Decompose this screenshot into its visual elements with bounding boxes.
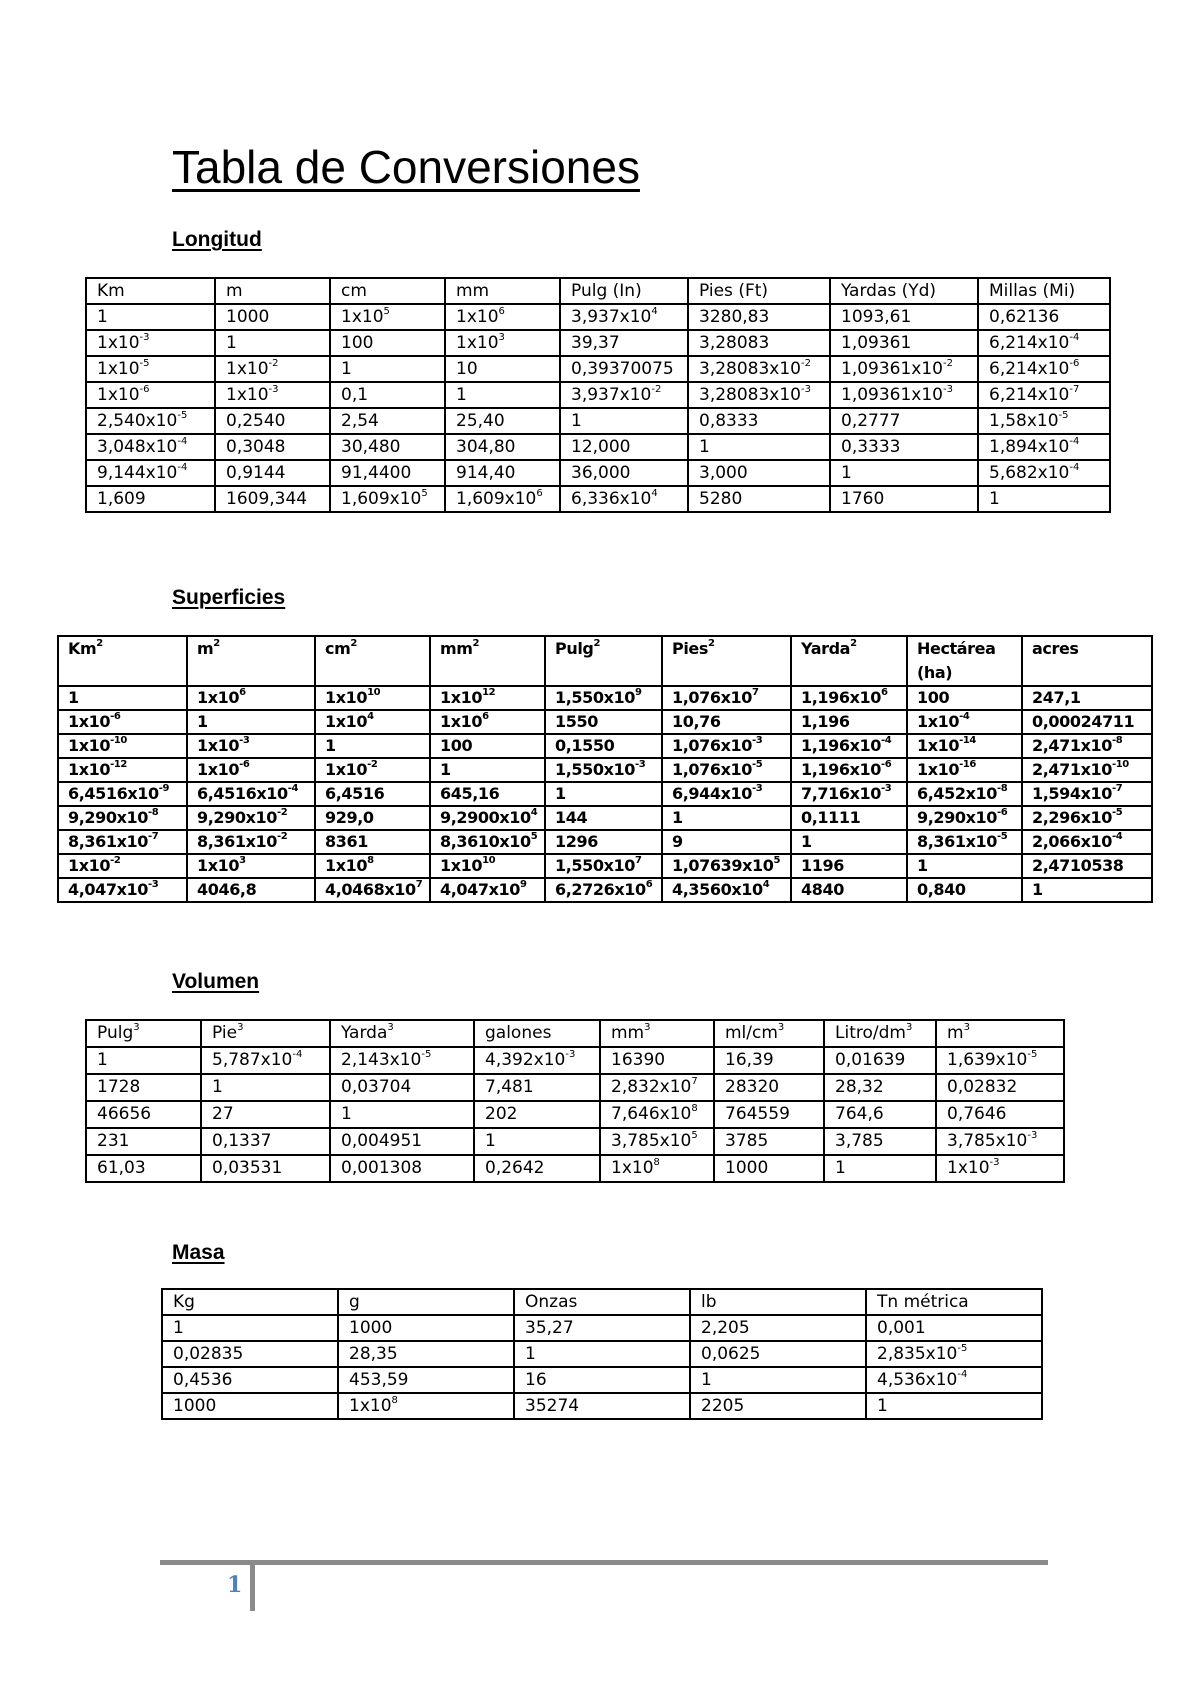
- table-cell: 1: [187, 710, 315, 734]
- column-header: $m^2$: [187, 636, 315, 686]
- column-header: $m^3$: [936, 1020, 1064, 1047]
- footer-divider: [250, 1563, 255, 1611]
- table-cell: 25,40: [445, 408, 560, 434]
- table-cell: $5,787x10^{-4}$: [201, 1047, 330, 1074]
- table-header-row: [58, 636, 1152, 686]
- table-cell: $1x10^{-2}$: [58, 854, 187, 878]
- column-header: Km$^2$: [58, 636, 187, 686]
- table-cell: 1: [201, 1074, 330, 1101]
- table-cell: 1: [315, 734, 430, 758]
- table-cell: $6,4516x10^{-9}$: [58, 782, 187, 806]
- table-cell: 1: [86, 1047, 201, 1074]
- table-row: [86, 434, 1110, 460]
- table-cell: $1x10^8$: [338, 1393, 514, 1419]
- table-cell: 645,16: [430, 782, 545, 806]
- table-cell: $2,296x10^{-5}$: [1022, 806, 1152, 830]
- column-header: cm: [330, 278, 445, 304]
- footer-rule: [160, 1560, 1048, 1565]
- table-cell: 28,32: [824, 1074, 936, 1101]
- column-header: $mm^3$: [600, 1020, 714, 1047]
- column-header: Pie$^3$: [201, 1020, 330, 1047]
- table-cell: $1x10^8$: [315, 854, 430, 878]
- column-header: m: [215, 278, 330, 304]
- table-cell: $8,361x10^{-7}$: [58, 830, 187, 854]
- column-header: acres: [1022, 636, 1152, 686]
- table-cell: $4,392x10^{-3}$: [474, 1047, 600, 1074]
- table-cell: $1,594x10^{-7}$: [1022, 782, 1152, 806]
- table-cell: $8,3610x10^5$: [430, 830, 545, 854]
- table-cell: $1x10^{-6}$: [187, 758, 315, 782]
- table-row: [86, 1074, 1064, 1101]
- table-row: [86, 1128, 1064, 1155]
- table-cell: 0,02832: [936, 1074, 1064, 1101]
- table-cell: 2,4710538: [1022, 854, 1152, 878]
- table-cell: $1,196x10^{-6}$: [791, 758, 907, 782]
- table-cell: 12,000: [560, 434, 688, 460]
- table-row: [58, 830, 1152, 854]
- table-cell: 1609,344: [215, 486, 330, 512]
- table-cell: $6,214x10^{-7}$: [978, 382, 1110, 408]
- table-cell: $1,58x10^{-5}$: [978, 408, 1110, 434]
- table-cell: 1,196: [791, 710, 907, 734]
- table-cell: 1: [445, 382, 560, 408]
- table-cell: $9,2900x10^4$: [430, 806, 545, 830]
- table-cell: $1x10^{-3}$: [187, 734, 315, 758]
- table-cell: 202: [474, 1101, 600, 1128]
- table-row: [86, 356, 1110, 382]
- table-cell: 764559: [714, 1101, 824, 1128]
- table-cell: 100: [907, 686, 1022, 710]
- table-cell: 1: [162, 1315, 338, 1341]
- table-cell: 0,1: [330, 382, 445, 408]
- column-header: Yardas (Yd): [830, 278, 978, 304]
- table-cell: $9,290x10^{-8}$: [58, 806, 187, 830]
- table-cell: $1x10^{-10}$: [58, 734, 187, 758]
- table-cell: 0,004951: [330, 1128, 474, 1155]
- column-header: mm: [445, 278, 560, 304]
- table-cell: 0,03531: [201, 1155, 330, 1182]
- table-cell: $1x10^{10}$: [430, 854, 545, 878]
- table-cell: 0,4536: [162, 1367, 338, 1393]
- table-cell: $1,076x10^7$: [662, 686, 791, 710]
- column-header: Pulg$^3$: [86, 1020, 201, 1047]
- table-cell: $9,290x10^{-2}$: [187, 806, 315, 830]
- table-cell: $1,550x10^9$: [545, 686, 662, 710]
- table-cell: 1000: [215, 304, 330, 330]
- table-cell: $9,290x10^{-6}$: [907, 806, 1022, 830]
- table-cell: $1x10^6$: [430, 710, 545, 734]
- column-header: galones: [474, 1020, 600, 1047]
- column-header: Kg: [162, 1289, 338, 1315]
- table-cell: 0,3333: [830, 434, 978, 460]
- table-header-row: [86, 1020, 1064, 1047]
- column-header: Tn métrica: [866, 1289, 1042, 1315]
- table-row: [86, 486, 1110, 512]
- table-cell: $4,047x10^{-3}$: [58, 878, 187, 902]
- column-header: g: [338, 1289, 514, 1315]
- table-cell: $1x10^{-3}$: [215, 382, 330, 408]
- table-cell: 7,481: [474, 1074, 600, 1101]
- table-cell: 2205: [690, 1393, 866, 1419]
- table-cell: 16: [514, 1367, 690, 1393]
- table-header-row: [162, 1289, 1042, 1315]
- table-cell: 4840: [791, 878, 907, 902]
- table-cell: $1x10^3$: [187, 854, 315, 878]
- table-cell: $1x10^{-14}$: [907, 734, 1022, 758]
- table-cell: 1093,61: [830, 304, 978, 330]
- table-cell: 2,54: [330, 408, 445, 434]
- table-cell: $2,066x10^{-4}$: [1022, 830, 1152, 854]
- table-cell: $3,048x10^{-4}$: [86, 434, 215, 460]
- table-cell: 0,2642: [474, 1155, 600, 1182]
- table-cell: $8,361x10^{-2}$: [187, 830, 315, 854]
- table-cell: $2,540x10^{-5}$: [86, 408, 215, 434]
- table-cell: $9,144x10^{-4}$: [86, 460, 215, 486]
- table-cell: 5280: [688, 486, 830, 512]
- table-cell: $2,471x10^{-8}$: [1022, 734, 1152, 758]
- table-cell: 0,3048: [215, 434, 330, 460]
- table-superficies: [57, 635, 1153, 903]
- table-cell: 1728: [86, 1074, 201, 1101]
- table-cell: $7,646x10^8$: [600, 1101, 714, 1128]
- table-cell: $1,609x10^5$: [330, 486, 445, 512]
- table-cell: $5,682x10^{-4}$: [978, 460, 1110, 486]
- table-cell: 0,9144: [215, 460, 330, 486]
- table-cell: 1: [474, 1128, 600, 1155]
- table-cell: 1000: [338, 1315, 514, 1341]
- table-cell: $1x10^{-4}$: [907, 710, 1022, 734]
- table-cell: $2,835x10^{-5}$: [866, 1341, 1042, 1367]
- table-row: [58, 734, 1152, 758]
- table-header-row: [86, 278, 1110, 304]
- table-cell: 764,6: [824, 1101, 936, 1128]
- table-row: [58, 758, 1152, 782]
- column-header: Pies$^2$: [662, 636, 791, 686]
- table-cell: 16,39: [714, 1047, 824, 1074]
- table-cell: 1: [430, 758, 545, 782]
- table-cell: $3,937x10^4$: [560, 304, 688, 330]
- table-longitud: [85, 277, 1111, 513]
- table-cell: 1: [58, 686, 187, 710]
- table-volumen: [85, 1019, 1065, 1183]
- table-cell: 0,0625: [690, 1341, 866, 1367]
- table-cell: $1x10^{12}$: [430, 686, 545, 710]
- table-cell: 1296: [545, 830, 662, 854]
- table-masa: [161, 1288, 1043, 1420]
- table-cell: 1: [86, 304, 215, 330]
- table-cell: $1x10^{-3}$: [936, 1155, 1064, 1182]
- table-cell: 453,59: [338, 1367, 514, 1393]
- table-cell: 27: [201, 1101, 330, 1128]
- column-header: Millas (Mi): [978, 278, 1110, 304]
- table-cell: $3,785x10^5$: [600, 1128, 714, 1155]
- column-header: Yarda$^2$: [791, 636, 907, 686]
- table-cell: $1x10^{-12}$: [58, 758, 187, 782]
- table-cell: $1,09361x10^{-3}$: [830, 382, 978, 408]
- table-cell: 0,840: [907, 878, 1022, 902]
- table-cell: 247,1: [1022, 686, 1152, 710]
- table-row: [162, 1393, 1042, 1419]
- column-header: Onzas: [514, 1289, 690, 1315]
- table-cell: 100: [330, 330, 445, 356]
- table-cell: 1550: [545, 710, 662, 734]
- table-cell: 0,62136: [978, 304, 1110, 330]
- table-cell: 2,205: [690, 1315, 866, 1341]
- table-cell: $2,832x10^7$: [600, 1074, 714, 1101]
- table-cell: 0,01639: [824, 1047, 936, 1074]
- column-header: Km: [86, 278, 215, 304]
- table-row: [86, 330, 1110, 356]
- table-row: [162, 1367, 1042, 1393]
- table-cell: 3,785: [824, 1128, 936, 1155]
- table-cell: $6,944x10^{-3}$: [662, 782, 791, 806]
- table-cell: $1x10^{-16}$: [907, 758, 1022, 782]
- table-cell: $1,550x10^7$: [545, 854, 662, 878]
- table-cell: $1x10^{-6}$: [58, 710, 187, 734]
- table-cell: 28,35: [338, 1341, 514, 1367]
- table-cell: 1: [907, 854, 1022, 878]
- column-header: Pulg (In): [560, 278, 688, 304]
- table-cell: $2,471x10^{-10}$: [1022, 758, 1152, 782]
- table-cell: $2,143x10^{-5}$: [330, 1047, 474, 1074]
- table-cell: 28320: [714, 1074, 824, 1101]
- table-cell: 0,7646: [936, 1101, 1064, 1128]
- table-cell: $1,076x10^{-3}$: [662, 734, 791, 758]
- table-cell: 4046,8: [187, 878, 315, 902]
- table-cell: $1x10^{-5}$: [86, 356, 215, 382]
- column-header: lb: [690, 1289, 866, 1315]
- table-cell: 100: [430, 734, 545, 758]
- table-cell: 1: [791, 830, 907, 854]
- table-cell: 0,02835: [162, 1341, 338, 1367]
- table-cell: 0,39370075: [560, 356, 688, 382]
- table-cell: 3785: [714, 1128, 824, 1155]
- table-cell: 10: [445, 356, 560, 382]
- table-cell: 1: [662, 806, 791, 830]
- table-row: [162, 1341, 1042, 1367]
- section-title-longitud: Longitud: [172, 228, 262, 251]
- table-row: [86, 1047, 1064, 1074]
- table-cell: $1,550x10^{-3}$: [545, 758, 662, 782]
- table-cell: $1,894x10^{-4}$: [978, 434, 1110, 460]
- table-cell: $1,639x10^{-5}$: [936, 1047, 1064, 1074]
- table-cell: $8,361x10^{-5}$: [907, 830, 1022, 854]
- table-cell: 1: [545, 782, 662, 806]
- section-title-superficies: Superficies: [172, 586, 286, 609]
- table-cell: 1: [690, 1367, 866, 1393]
- table-cell: $1,609x10^6$: [445, 486, 560, 512]
- table-cell: 0,8333: [688, 408, 830, 434]
- table-cell: $4,536x10^{-4}$: [866, 1367, 1042, 1393]
- table-row: [86, 460, 1110, 486]
- table-cell: 1: [978, 486, 1110, 512]
- table-cell: $7,716x10^{-3}$: [791, 782, 907, 806]
- table-cell: $1x10^{-3}$: [86, 330, 215, 356]
- table-row: [86, 408, 1110, 434]
- table-cell: 46656: [86, 1101, 201, 1128]
- table-cell: 1,609: [86, 486, 215, 512]
- column-header: Pulg$^2$: [545, 636, 662, 686]
- table-cell: 39,37: [560, 330, 688, 356]
- table-cell: 16390: [600, 1047, 714, 1074]
- table-cell: 8361: [315, 830, 430, 854]
- table-row: [58, 782, 1152, 806]
- table-row: [86, 1101, 1064, 1128]
- page-title: Tabla de Conversiones: [172, 141, 640, 193]
- column-header: $cm^2$: [315, 636, 430, 686]
- table-cell: $4,3560x10^4$: [662, 878, 791, 902]
- table-cell: 304,80: [445, 434, 560, 460]
- table-cell: 1000: [714, 1155, 824, 1182]
- table-cell: 914,40: [445, 460, 560, 486]
- table-cell: $4,047x10^9$: [430, 878, 545, 902]
- table-cell: 1: [866, 1393, 1042, 1419]
- table-cell: $1x10^8$: [600, 1155, 714, 1182]
- table-cell: 1: [830, 460, 978, 486]
- table-cell: $3,28083x10^{-3}$: [688, 382, 830, 408]
- table-cell: $1,09361x10^{-2}$: [830, 356, 978, 382]
- table-cell: 0,001308: [330, 1155, 474, 1182]
- table-cell: 1: [560, 408, 688, 434]
- table-cell: $1x10^5$: [330, 304, 445, 330]
- table-cell: 1000: [162, 1393, 338, 1419]
- table-cell: 0,1550: [545, 734, 662, 758]
- table-cell: 1760: [830, 486, 978, 512]
- table-row: [58, 710, 1152, 734]
- column-header: Pies (Ft): [688, 278, 830, 304]
- column-header: Hectárea (ha): [907, 636, 1022, 686]
- column-header: $mm^2$: [430, 636, 545, 686]
- table-cell: $6,214x10^{-4}$: [978, 330, 1110, 356]
- table-cell: 36,000: [560, 460, 688, 486]
- table-cell: 10,76: [662, 710, 791, 734]
- table-cell: 0,001: [866, 1315, 1042, 1341]
- column-header: $ml/cm^3$: [714, 1020, 824, 1047]
- table-cell: 0,03704: [330, 1074, 474, 1101]
- table-cell: $1,196x10^{-4}$: [791, 734, 907, 758]
- table-cell: 1: [215, 330, 330, 356]
- table-cell: 231: [86, 1128, 201, 1155]
- table-row: [86, 304, 1110, 330]
- table-cell: $6,214x10^{-6}$: [978, 356, 1110, 382]
- table-cell: 35,27: [514, 1315, 690, 1341]
- table-cell: 1: [330, 356, 445, 382]
- table-cell: $1x10^{-2}$: [215, 356, 330, 382]
- table-cell: 3280,83: [688, 304, 830, 330]
- page-number: 1: [227, 1572, 243, 1598]
- table-cell: 0,00024711: [1022, 710, 1152, 734]
- table-row: [58, 806, 1152, 830]
- table-cell: 91,4400: [330, 460, 445, 486]
- table-row: [58, 878, 1152, 902]
- table-row: [86, 382, 1110, 408]
- table-cell: $3,785x10^{-3}$: [936, 1128, 1064, 1155]
- table-cell: 61,03: [86, 1155, 201, 1182]
- column-header: Litro/$dm^3$: [824, 1020, 936, 1047]
- table-cell: 0,2777: [830, 408, 978, 434]
- table-cell: 9: [662, 830, 791, 854]
- column-header: Yarda$^3$: [330, 1020, 474, 1047]
- table-cell: $1x10^3$: [445, 330, 560, 356]
- table-cell: $1,196x10^6$: [791, 686, 907, 710]
- table-cell: $6,4516x10^{-4}$: [187, 782, 315, 806]
- table-row: [86, 1155, 1064, 1182]
- table-cell: $1,076x10^{-5}$: [662, 758, 791, 782]
- table-cell: $6,2726x10^6$: [545, 878, 662, 902]
- table-cell: 1196: [791, 854, 907, 878]
- table-cell: $1x10^{10}$: [315, 686, 430, 710]
- table-cell: 1: [688, 434, 830, 460]
- table-cell: 1: [514, 1341, 690, 1367]
- table-cell: 3,000: [688, 460, 830, 486]
- table-cell: 30,480: [330, 434, 445, 460]
- table-row: [162, 1315, 1042, 1341]
- table-cell: $1x10^4$: [315, 710, 430, 734]
- table-cell: $1,07639x10^5$: [662, 854, 791, 878]
- table-cell: 35274: [514, 1393, 690, 1419]
- table-cell: $4,0468x10^7$: [315, 878, 430, 902]
- section-title-volumen: Volumen: [172, 970, 260, 993]
- table-cell: 929,0: [315, 806, 430, 830]
- table-cell: $6,336x10^4$: [560, 486, 688, 512]
- section-title-masa: Masa: [172, 1241, 225, 1264]
- table-cell: 3,28083: [688, 330, 830, 356]
- table-cell: $1x10^6$: [445, 304, 560, 330]
- table-cell: 1: [1022, 878, 1152, 902]
- table-cell: 0,1111: [791, 806, 907, 830]
- table-cell: $6,452x10^{-8}$: [907, 782, 1022, 806]
- table-cell: 0,2540: [215, 408, 330, 434]
- table-cell: 1: [330, 1101, 474, 1128]
- table-row: [58, 854, 1152, 878]
- table-cell: $1x10^{-2}$: [315, 758, 430, 782]
- table-cell: $1x10^6$: [187, 686, 315, 710]
- table-cell: 6,4516: [315, 782, 430, 806]
- table-row: [58, 686, 1152, 710]
- table-cell: $1x10^{-6}$: [86, 382, 215, 408]
- table-cell: 144: [545, 806, 662, 830]
- table-cell: 0,1337: [201, 1128, 330, 1155]
- table-cell: 1: [824, 1155, 936, 1182]
- table-cell: 1,09361: [830, 330, 978, 356]
- table-cell: $3,28083x10^{-2}$: [688, 356, 830, 382]
- table-cell: $3,937x10^{-2}$: [560, 382, 688, 408]
